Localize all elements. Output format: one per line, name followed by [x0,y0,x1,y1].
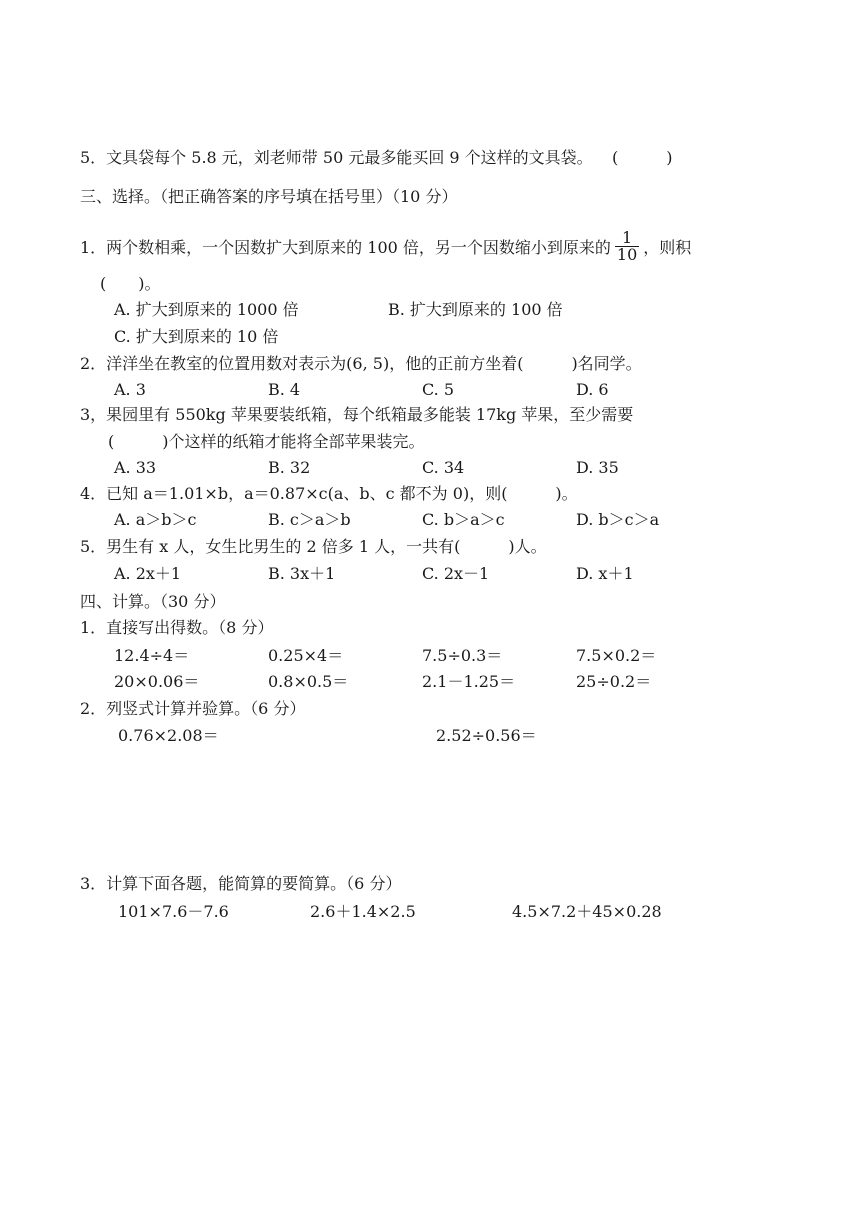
oral-calc-item: 0.8×0.5＝ [268,672,349,691]
simplify-calc-item: 101×7.6－7.6 [118,902,229,921]
choice-q3-text: 3，果园里有 550kg 苹果要装纸箱，每个纸箱最多能装 17kg 苹果，至少需要 [80,405,634,424]
choice-q2-option-d[interactable]: D. 6 [576,380,609,399]
fraction-numerator: 1 [615,230,639,247]
oral-calc-item: 0.25×4＝ [268,646,344,665]
oral-calc-item: 7.5÷0.3＝ [422,646,503,665]
choice-q5-text: 5．男生有 x 人，女生比男生的 2 倍多 1 人，一共有( )人。 [80,537,547,556]
choice-q5-option-c[interactable]: C. 2x－1 [422,564,490,583]
judge-q5 [80,148,593,168]
section-3-title: 三、选择。（把正确答案的序号填在括号里）（10 分） [80,187,458,206]
choice-q4-option-c[interactable]: C. b＞a＞c [422,510,505,529]
choice-q5-option-d[interactable]: D. x＋1 [576,564,634,583]
simplify-calc-item: 4.5×7.2＋45×0.28 [512,902,662,921]
choice-q1 [80,228,692,265]
choice-q4-text: 4．已知 a＝1.01×b，a＝0.87×c(a、b、c 都不为 0)，则( )。 [80,484,578,503]
choice-q2-text: 2．洋洋坐在教室的位置用数对表示为(6, 5)，他的正前方坐着( )名同学。 [80,354,642,373]
choice-q3-option-c[interactable]: C. 34 [422,458,465,477]
choice-q4-option-b[interactable]: B. c＞a＞b [268,510,351,529]
choice-q3-line2: ( )个这样的纸箱才能将全部苹果装完。 [108,432,425,451]
fraction [615,230,639,263]
oral-calc-item: 12.4÷4＝ [114,646,190,665]
fraction-denominator: 10 [616,245,638,264]
oral-calc-item: 2.1－1.25＝ [422,672,516,691]
choice-q1-option-b[interactable]: B. 扩大到原来的 100 倍 [388,300,563,319]
choice-q3-option-a[interactable]: A. 33 [114,458,157,477]
choice-q3-option-b[interactable]: B. 32 [268,458,311,477]
judge-q5-text: 5．文具袋每个 5.8 元，刘老师带 50 元最多能买回 9 个这样的文具袋。 [80,148,593,167]
choice-q2-option-c[interactable]: C. 5 [422,380,455,399]
choice-q2-option-b[interactable]: B. 4 [268,380,301,399]
oral-calc-item: 25÷0.2＝ [576,672,652,691]
judge-q5-bracket[interactable]: ( ) [612,148,673,167]
oral-calc-item: 7.5×0.2＝ [576,646,657,665]
choice-q4-option-a[interactable]: A. a＞b＞c [114,510,197,529]
section-4-title: 四、计算。（30 分） [80,592,226,611]
calc-part3-title: 3．计算下面各题，能简算的要简算。（6 分） [80,874,402,893]
vertical-calc-item: 0.76×2.08＝ [118,726,219,745]
choice-q1-option-a[interactable]: A. 扩大到原来的 1000 倍 [114,300,299,319]
choice-q5-option-a[interactable]: A. 2x＋1 [114,564,182,583]
simplify-calc-item: 2.6＋1.4×2.5 [310,902,416,921]
oral-calc-item: 20×0.06＝ [114,672,200,691]
calc-part1-title: 1．直接写出得数。（8 分） [80,618,274,637]
choice-q1-tail: ，则积 [643,238,692,257]
choice-q5-option-b[interactable]: B. 3x＋1 [268,564,336,583]
choice-q1-text: 1．两个数相乘，一个因数扩大到原来的 100 倍，另一个因数缩小到原来的 [80,238,611,257]
choice-q1-option-c[interactable]: C. 扩大到原来的 10 倍 [114,327,279,346]
choice-q3-option-d[interactable]: D. 35 [576,458,619,477]
choice-q1-answer-bracket[interactable]: ( )。 [100,274,161,293]
calc-part2-title: 2．列竖式计算并验算。（6 分） [80,699,306,718]
vertical-calc-item: 2.52÷0.56＝ [436,726,537,745]
choice-q4-option-d[interactable]: D. b＞c＞a [576,510,660,529]
choice-q2-option-a[interactable]: A. 3 [114,380,146,399]
